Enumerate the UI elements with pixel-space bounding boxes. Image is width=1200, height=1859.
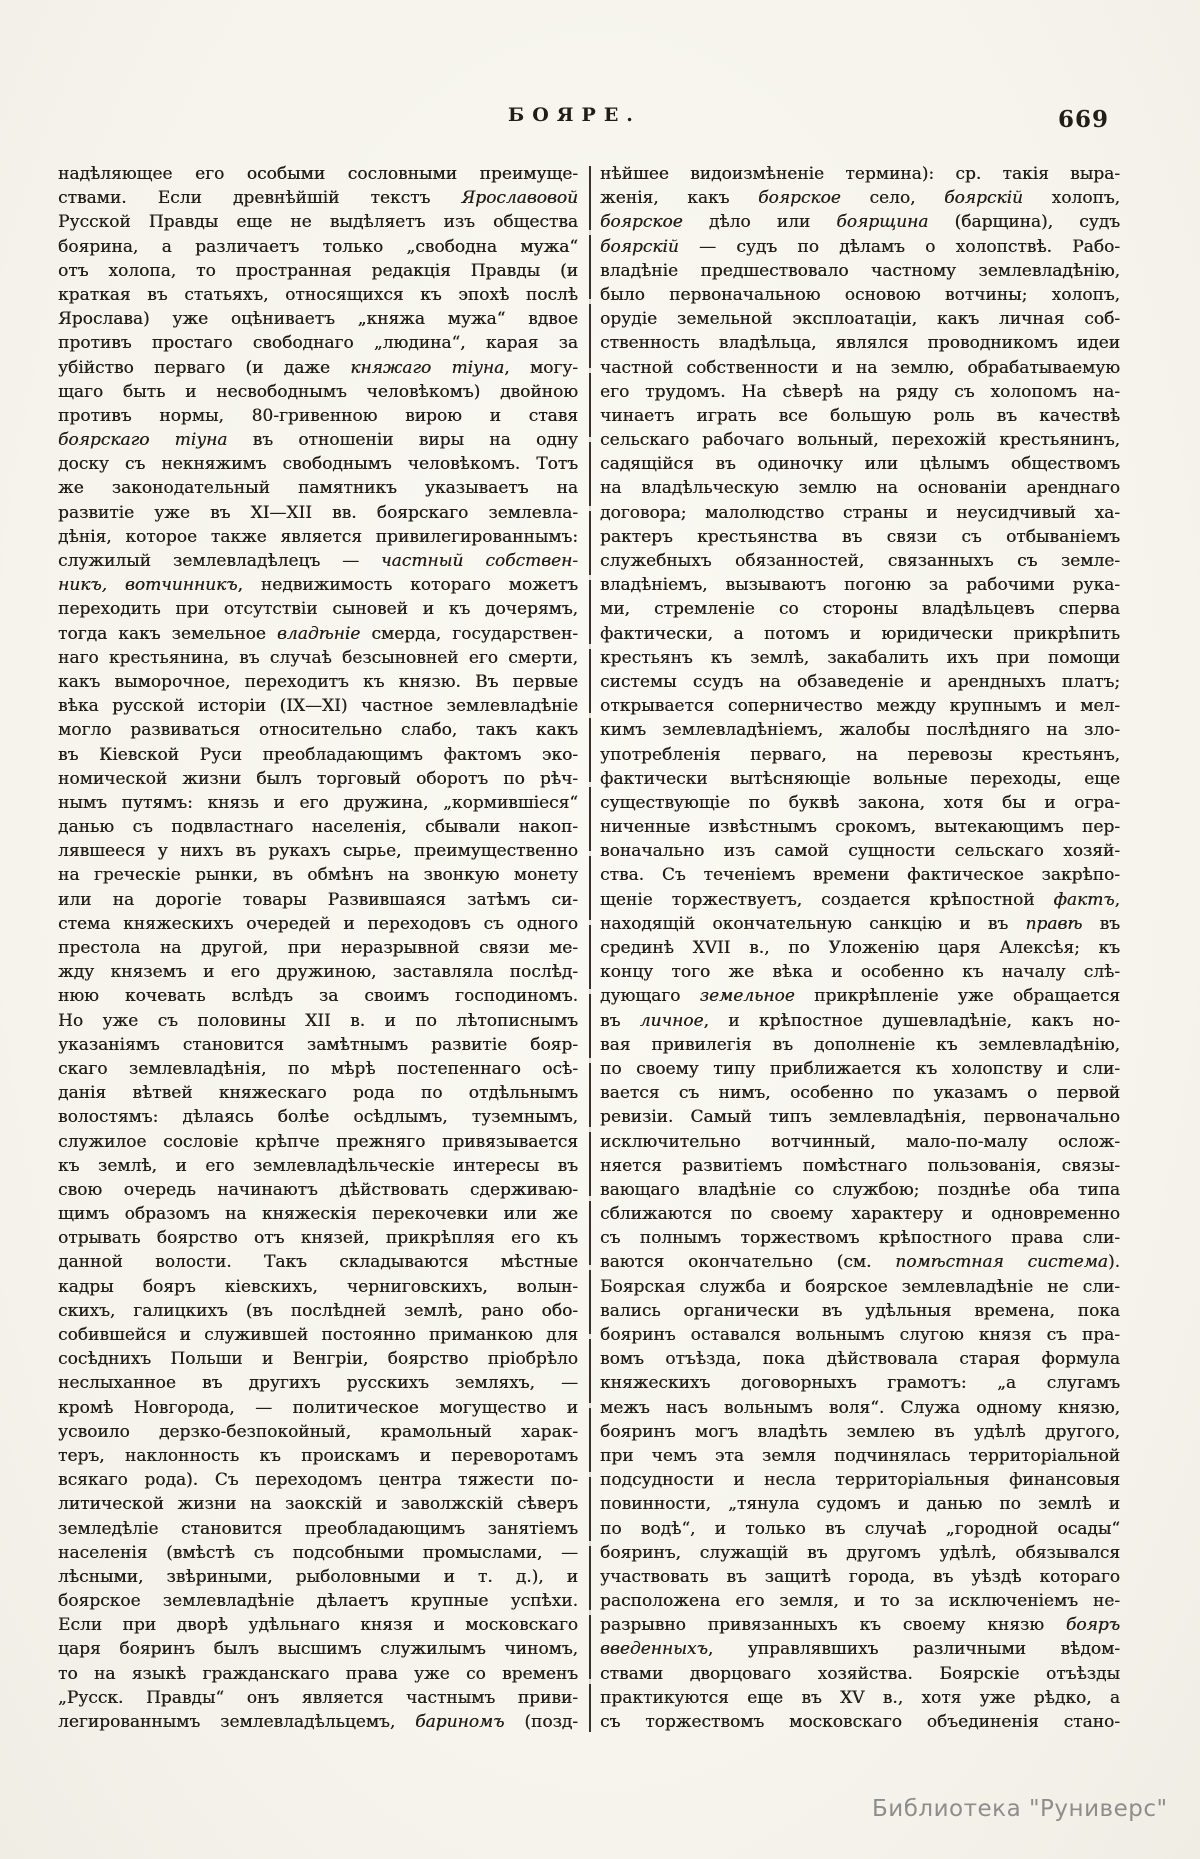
text-line: съ торжествомъ московскаго объединенія стано- — [600, 1712, 1120, 1732]
text-line: царя бояринъ былъ высшимъ служилымъ чиномъ, — [58, 1639, 578, 1660]
text-line: по водѣ“, и только въ случаѣ „городной осады“ — [600, 1518, 1120, 1539]
text-line: литической жизни на заокскій и заволжскій сѣверъ — [58, 1494, 578, 1515]
text-line: волостямъ: дѣлаясь болѣе осѣдлымъ, туземнымъ, — [58, 1107, 578, 1128]
text-line: вомъ отъѣзда, пока дѣйствовала старая формула — [600, 1349, 1120, 1370]
text-line: существующіе по буквѣ закона, хотя бы и огра- — [600, 792, 1120, 813]
text-line: боярское дѣло или боярщина (барщина), судъ — [600, 212, 1120, 233]
text-line: владѣніе предшествовало частному землевладѣнію, — [600, 260, 1120, 281]
text-line: княжескихъ договорныхъ грамотъ: „а слугамъ — [600, 1373, 1120, 1394]
text-line: ми, стремленіе со стороны владѣльцевъ сперва — [600, 599, 1120, 620]
text-line: съ полнымъ торжествомъ крѣпостного права сли- — [600, 1228, 1120, 1249]
text-line: дѣнія, которое также является привилегированнымъ: — [58, 526, 578, 547]
text-line: противъ простаго свободнаго „людина“, карая за — [58, 333, 578, 354]
text-line: бояринъ, служащій въ другомъ удѣлѣ, обязывался — [600, 1542, 1120, 1563]
text-line: къ землѣ, и его землевладѣльческіе интересы въ — [58, 1155, 578, 1176]
left-text-column — [58, 162, 578, 1734]
text-line: служилый землевладѣлецъ — частный собствен- — [58, 551, 578, 571]
text-line: при чемъ эта земля подчинялась территоріальной — [600, 1445, 1120, 1466]
text-line: служилое сословіе крѣпче прежняго привязывается — [58, 1131, 578, 1152]
text-line: щимъ образомъ на княжескія перекочевки или же — [58, 1204, 578, 1225]
text-line: лѣсными, звѣриными, рыболовными и т. д.), и — [58, 1566, 578, 1587]
text-line: убійство перваго (и даже княжаго тіуна, могу- — [58, 357, 579, 378]
text-line: вая привилегія въ дополненіе къ землевладѣнію, — [600, 1034, 1120, 1055]
text-line: переходить при отсутствіи сыновей и къ дочерямъ, — [58, 599, 578, 620]
text-line: ства. Съ теченіемъ времени фактическое закрѣпо- — [600, 865, 1120, 886]
text-line: стема княжескихъ очередей и переходовъ съ одного — [58, 913, 578, 934]
column-divider-rule — [589, 166, 591, 1732]
text-line: данью съ подвластнаго населенія, сбывали накоп- — [58, 817, 578, 838]
text-line: его трудомъ. На сѣверѣ на ряду съ холопомъ на- — [600, 381, 1120, 402]
text-line: подсудности и несла территоріальныя финансовыя — [600, 1470, 1120, 1491]
text-line: „Русск. Правды“ онъ является частнымъ приви- — [58, 1687, 578, 1708]
text-line: орудіе земельной эксплоатаціи, какъ личная соб- — [600, 309, 1120, 330]
text-line: служебныхъ обязанностей, связанныхъ съ земле- — [600, 551, 1120, 571]
text-line: нѣйшее видоизмѣненіе термина): ср. такія выра- — [600, 164, 1120, 184]
text-line: рактеръ крестьянства въ связи съ отбываніемъ — [600, 526, 1120, 547]
text-line: Если при дворѣ удѣльнаго князя и московскаго — [58, 1615, 578, 1636]
text-line: на греческіе рынки, въ обмѣнъ на звонкую монету — [58, 865, 578, 886]
text-line: на владѣльческую землю на основаніи аренднаго — [600, 478, 1120, 499]
text-line: нюю кочевать вслѣдъ за своимъ господиномъ. — [58, 986, 578, 1007]
text-line: боярина, а различаетъ только „свободна мужа“ — [58, 236, 578, 257]
text-line: противъ нормы, 80-гривенною вирою и ставя — [58, 405, 578, 426]
text-line: воначально изъ самой сущности сельскаго хозяй- — [600, 841, 1120, 862]
page-header-title: БОЯРЕ. — [508, 104, 641, 126]
text-line: дующаго земельное прикрѣпленіе уже обращается — [600, 986, 1121, 1007]
text-line: боярскій — судъ по дѣламъ о холопствѣ. Рабо- — [600, 236, 1120, 257]
library-watermark: Библиотека "Руниверс" — [872, 1796, 1168, 1822]
text-line: открывается соперничество между крупнымъ и мел- — [600, 696, 1120, 717]
text-line: въ Кіевской Руси преобладающимъ фактомъ эко- — [58, 744, 578, 765]
text-line: земледѣліе становится преобладающимъ занятіемъ — [58, 1518, 578, 1539]
text-line: исключительно вотчинный, мало-по-малу ослож- — [600, 1131, 1120, 1152]
text-line: скихъ, галицкихъ (въ послѣдней землѣ, рано обо- — [58, 1300, 578, 1321]
text-line: данной волости. Такъ складываются мѣстные — [58, 1252, 578, 1273]
text-line: неслыханное въ другихъ русскихъ земляхъ, — — [58, 1373, 578, 1394]
text-line: срединѣ XVII в., по Уложенію царя Алексѣя; къ — [600, 938, 1120, 958]
text-line: то на языкѣ гражданскаго права уже со временъ — [58, 1663, 578, 1684]
text-line: или на дорогіе товары Развившаяся затѣмъ си- — [58, 889, 578, 910]
text-line: чинаетъ играть все большую роль въ качествѣ — [600, 405, 1120, 426]
text-line: теръ, наклонность къ проискамъ и переворотамъ — [58, 1445, 578, 1466]
text-line: договора; малолюдство страны и неусидчивый ха- — [600, 502, 1120, 523]
text-line: никъ, вотчинникъ, недвижимость котораго можетъ — [58, 575, 578, 596]
text-line: системы ссудъ на обзаведеніе и арендныхъ платъ; — [600, 671, 1120, 692]
text-line: ваются окончательно (см. помѣстная система). — [600, 1252, 1120, 1273]
text-line: боярское землевладѣніе дѣлаетъ крупные успѣхи. — [58, 1591, 578, 1612]
text-line: межъ насъ вольнымъ воля“. Служа одному князю, — [600, 1397, 1120, 1418]
text-line: вающаго владѣніе со службою; позднѣе оба типа — [600, 1179, 1120, 1200]
text-line: ствами дворцоваго хозяйства. Боярскіе отъѣзды — [600, 1663, 1120, 1684]
text-line: вается съ нимъ, особенно по указамъ о первой — [600, 1083, 1120, 1104]
text-line: нымъ путямъ: князь и его дружина, „кормившіеся“ — [58, 792, 578, 813]
text-line: Ярослава) уже оцѣниваетъ „княжа мужа“ вдвое — [58, 309, 578, 330]
text-line: ниченные извѣстнымъ срокомъ, вытекающимъ пер- — [600, 817, 1120, 838]
text-line: доску съ некняжимъ свободнымъ человѣкомъ. Тотъ — [58, 454, 578, 475]
text-line: няется развитіемъ помѣстнаго пользованія, связы- — [600, 1155, 1120, 1176]
text-line: фактически вытѣсняющіе вольные переходы, еще — [600, 768, 1120, 789]
text-line: всякаго рода). Съ переходомъ центра тяжести по- — [58, 1470, 578, 1491]
text-line: легированнымъ землевладѣльцемъ, бариномъ (позд- — [58, 1712, 578, 1732]
text-line: краткая въ статьяхъ, относящихся къ эпохѣ послѣ — [58, 284, 578, 305]
text-line: тогда какъ земельное владѣніе смерда, государствен- — [58, 623, 578, 644]
text-line: ственность владѣльца, являлся проводникомъ идеи — [600, 333, 1120, 354]
text-line: участвовать въ защитѣ города, въ уѣздѣ котораго — [600, 1566, 1120, 1587]
text-line: повинности, „тянула судомъ и данью по землѣ и — [600, 1494, 1120, 1515]
text-line: престола на другой, при неразрывной связи ме- — [58, 938, 578, 958]
text-line: надѣляющее его особыми сословными преимуще- — [58, 164, 578, 184]
text-line: владѣніемъ, вызываютъ погоню за рабочими рука- — [600, 575, 1120, 596]
text-line: населенія (вмѣстѣ съ подсобными промыслами, — — [58, 1542, 578, 1563]
text-line: свою очередь начинаютъ дѣйствовать сдерживаю- — [58, 1179, 578, 1200]
text-line: практикуются еще въ XV в., хотя уже рѣдко, а — [600, 1687, 1120, 1708]
text-line: указаніямъ становится замѣтнымъ развитіе бояр- — [58, 1034, 578, 1055]
text-line: ствами. Если древнѣйшій текстъ Ярославовой — [58, 188, 578, 209]
text-line: находящій окончательную санкцію и въ правѣ въ — [600, 913, 1120, 934]
text-line: ревизіи. Самый типъ землевладѣнія, первоначально — [600, 1107, 1120, 1128]
text-line: Русской Правды еще не выдѣляетъ изъ общества — [58, 212, 578, 233]
text-line: щаго быть и несвободнымъ человѣкомъ) двойною — [58, 381, 578, 402]
text-line: садящійся въ одиночку или цѣлымъ обществомъ — [600, 454, 1120, 475]
text-line: развитіе уже въ XI—XII вв. боярскаго землевла- — [58, 502, 578, 523]
text-line: сосѣднихъ Польши и Венгріи, боярство пріобрѣло — [58, 1349, 578, 1370]
text-line: скаго землевладѣнія, по мѣрѣ постепеннаго осѣ- — [58, 1058, 578, 1079]
text-line: разрывно привязанныхъ къ своему князю бояръ — [600, 1615, 1120, 1636]
text-line: женія, какъ боярское село, боярскій холопъ, — [600, 188, 1121, 209]
text-line: введенныхъ, управлявшихъ различными вѣдом- — [600, 1639, 1120, 1660]
right-text-column — [600, 162, 1120, 1734]
text-line: крестьянъ къ землѣ, закабалить ихъ при помощи — [600, 647, 1120, 668]
text-line: могло развиваться относительно слабо, такъ какъ — [58, 720, 578, 741]
text-line: отъ холопа, то пространная редакція Правды (и — [58, 260, 578, 281]
text-line: щеніе торжествуетъ, создается крѣпостной фактъ, — [600, 889, 1120, 910]
text-line: отрывать боярство отъ князей, прикрѣпляя его къ — [58, 1228, 578, 1249]
text-line: сближаются по своему характеру и одновременно — [600, 1204, 1120, 1225]
text-line: же законодательный памятникъ указываетъ на — [58, 478, 578, 499]
text-line: наго крестьянина, въ случаѣ безсыновней его смерти, — [58, 647, 578, 668]
text-line: концу того же вѣка и особенно къ началу слѣ- — [600, 962, 1120, 983]
text-line: кромѣ Новгорода, — политическое могущество и — [58, 1397, 578, 1418]
text-line: жду княземъ и его дружиною, заставляла послѣд- — [58, 962, 578, 983]
text-line: данія вѣтвей княжескаго рода по отдѣльнымъ — [58, 1083, 578, 1104]
text-line: бояринъ могъ владѣть землею въ удѣлѣ другого, — [600, 1421, 1120, 1442]
text-line: лявшееся у нихъ въ рукахъ сырье, преимущественно — [58, 841, 578, 862]
text-line: частной собственности и на землю, обрабатываемую — [600, 357, 1120, 378]
text-line: расположена его земля, и то за исключеніемъ не- — [600, 1591, 1120, 1612]
text-line: вѣка русской исторіи (IX—XI) частное землевладѣніе — [58, 696, 578, 717]
text-line: номической жизни былъ торговый оборотъ по рѣч- — [58, 768, 578, 789]
text-line: по своему типу приближается къ холопству и сли- — [600, 1058, 1120, 1079]
text-line: какъ выморочное, переходитъ къ князю. Въ первые — [58, 671, 578, 692]
text-line: вались органически въ удѣльныя времена, пока — [600, 1300, 1120, 1321]
text-line: сельскаго рабочаго вольный, перехожій крестьянинъ, — [600, 430, 1120, 451]
text-line: собившейся и служившей постоянно приманкою для — [58, 1325, 578, 1345]
text-line: въ личное, и крѣпостное душевладѣніе, какъ но- — [600, 1010, 1120, 1031]
text-line: бояринъ оставался вольнымъ слугою князя съ пра- — [600, 1325, 1120, 1345]
text-line: было первоначальною основою вотчины; холопъ, — [600, 284, 1120, 305]
text-line: Боярская служба и боярское землевладѣніе не сли- — [600, 1276, 1120, 1297]
text-line: усвоило дерзко-безпокойный, крамольный харак- — [58, 1421, 578, 1442]
text-line: кимъ землевладѣніемъ, жалобы послѣдняго на зло- — [600, 720, 1120, 741]
text-line: употребленія перваго, на перевозы крестьянъ, — [600, 744, 1120, 765]
text-line: фактически, а потомъ и юридически прикрѣпить — [600, 623, 1120, 644]
text-line: боярскаго тіуна въ отношеніи виры на одну — [58, 430, 578, 451]
text-line: кадры бояръ кіевскихъ, черниговскихъ, волын- — [58, 1276, 578, 1297]
text-line: Но уже съ половины XII в. и по лѣтописнымъ — [58, 1010, 578, 1031]
page-number: 669 — [1058, 106, 1110, 133]
